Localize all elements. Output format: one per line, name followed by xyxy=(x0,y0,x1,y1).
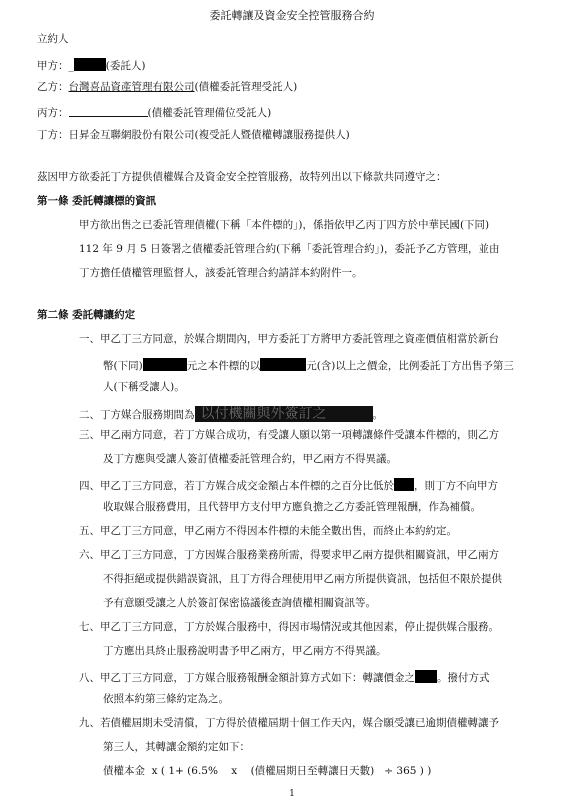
clause-6-line-2: 不得拒絕或提供錯誤資訊，且丁方得合理使用甲乙兩方所提供資訊，包括但不限於提供 xyxy=(103,573,502,585)
clause-9-line-2: 第三人，其轉讓金額約定如下： xyxy=(103,741,250,753)
redaction-block xyxy=(394,478,414,491)
clause-6-line-3: 予有意願受讓之人於簽訂保密協議後查詢債權相關資訊等。 xyxy=(103,597,376,609)
article-1-line-2: 112 年 9 月 5 日簽署之債權委託管理合約(下稱「委託管理合約」)，委託予乙方管理，並由 xyxy=(79,243,500,255)
document-title: 委託轉讓及資金安全控管服務合約 xyxy=(209,9,375,22)
party-yi xyxy=(37,82,297,93)
article-1-heading: 第一條 委託轉讓標的資訊 xyxy=(37,195,157,207)
party-jia-suffix: (委託人) xyxy=(105,60,146,72)
clause-1-text-b: 元之本件標的以 xyxy=(186,360,261,372)
intro-paragraph: 茲因甲方欲委託丁方提供債權媒合及資金安全控管服務，故特列出以下條款共同遵守之： xyxy=(37,171,447,183)
clause-1-line-3: 人(下稱受讓人)。 xyxy=(103,381,185,393)
article-1-line-3: 丁方擔任債權管理監督人，該委託管理合約請詳本約附件一。 xyxy=(79,267,363,279)
clause-4-text-b: ，則丁方不向甲方 xyxy=(414,480,498,492)
clause-5-line-1: 五、甲乙丁三方同意，甲乙兩方不得因本件標的未能全數出售，而終止本約約定。 xyxy=(79,525,457,537)
redaction-band xyxy=(195,406,373,422)
redacted-ghost-text: 以付機關與外簽訂之 xyxy=(200,406,327,422)
party-bing xyxy=(37,106,271,119)
clause-8-line-1 xyxy=(79,670,490,684)
clause-4-text-a: 四、甲乙丁三方同意，若丁方媒合成交金額占本件標的之百分比低於 xyxy=(79,480,394,492)
party-yi-suffix: (債權委託管理受託人) xyxy=(194,81,298,93)
clause-4-line-1 xyxy=(79,478,498,492)
clause-8-line-2: 依照本約第三條約定為之。 xyxy=(103,693,229,705)
clause-1-text-c: 元(含)以上之價金，比例委託丁方出售予第三 xyxy=(306,360,514,372)
party-bing-suffix: (債權委託管理備位受託人) xyxy=(147,107,272,119)
clause-8-text-b: 。撥付方式 xyxy=(437,672,490,684)
clause-6-line-1: 六、甲乙丁三方同意，丁方因媒合服務業務所需，得要求甲乙兩方提供相關資訊，甲乙兩方 xyxy=(79,549,499,561)
redaction-block xyxy=(143,358,187,371)
clause-7-line-2: 丁方應出具終止服務說明書予甲乙兩方，甲乙兩方不得異議。 xyxy=(103,645,387,657)
blank-line xyxy=(69,106,148,117)
party-jia xyxy=(37,58,145,72)
clause-1-line-1: 一、甲乙丁三方同意，於媒合期間內，甲方委託丁方將甲方委託管理之資產價值相當於新台 xyxy=(79,333,499,345)
page-number: 1 xyxy=(289,789,295,799)
clause-3-line-2: 及丁方應與受讓人簽訂債權委託管理合約，甲乙兩方不得異議。 xyxy=(103,453,397,465)
parties-heading: 立約人 xyxy=(37,33,69,45)
clause-1-text-a: 幣(下同) xyxy=(103,360,143,372)
article-1-line-1: 甲方欲出售之已委託管理債權(下稱「本件標的」)，係指依甲乙丙丁四方於中華民國(下同) xyxy=(79,219,490,231)
party-yi-company: 台灣喜品資產管理有限公司 xyxy=(68,81,195,93)
clause-3-line-1: 三、甲乙兩方同意，若丁方媒合成功，有受讓人願以第一項轉讓條件受讓本件標的，則乙方 xyxy=(79,429,499,441)
clause-9-formula: 債權本金 x ( 1+ (6.5% x (債權屆期日至轉讓日天數) ÷ 365 ) ) xyxy=(103,765,432,777)
clause-7-line-1: 七、甲乙丁三方同意，丁方於媒合服務中，得因市場情況或其他因素，停止提供媒合服務。 xyxy=(79,621,499,633)
party-jia-prefix: 甲方：_ xyxy=(37,60,74,72)
redaction-block xyxy=(260,358,306,371)
clause-2-line-1 xyxy=(79,406,383,422)
clause-8-text-a: 八、甲乙丁三方同意，丁方媒合服務報酬金額計算方式如下：轉讓價金之 xyxy=(79,672,415,684)
party-yi-prefix: 乙方： xyxy=(37,81,69,93)
article-2-heading: 第二條 委託轉讓約定 xyxy=(37,309,136,321)
clause-2-text-b: 。 xyxy=(372,409,383,421)
clause-1-line-2 xyxy=(103,358,514,372)
clause-2-text-a: 二、丁方媒合服務期間為 xyxy=(79,409,195,421)
redaction-block xyxy=(74,58,106,71)
party-bing-prefix: 丙方： xyxy=(37,107,69,119)
redaction-block xyxy=(415,670,437,683)
clause-9-line-1: 九、若債權屆期未受清償，丁方得於債權屆期十個工作天內，媒合願受讓已逾期債權轉讓予 xyxy=(79,717,499,729)
party-ding: 丁方：日昇金互聯網股份有限公司(複受託人暨債權轉讓服務提供人) xyxy=(37,129,350,141)
clause-4-line-2: 收取媒合服務費用，且代替甲方支付甲方應負擔之乙方委託管理報酬，作為補償。 xyxy=(103,501,481,513)
